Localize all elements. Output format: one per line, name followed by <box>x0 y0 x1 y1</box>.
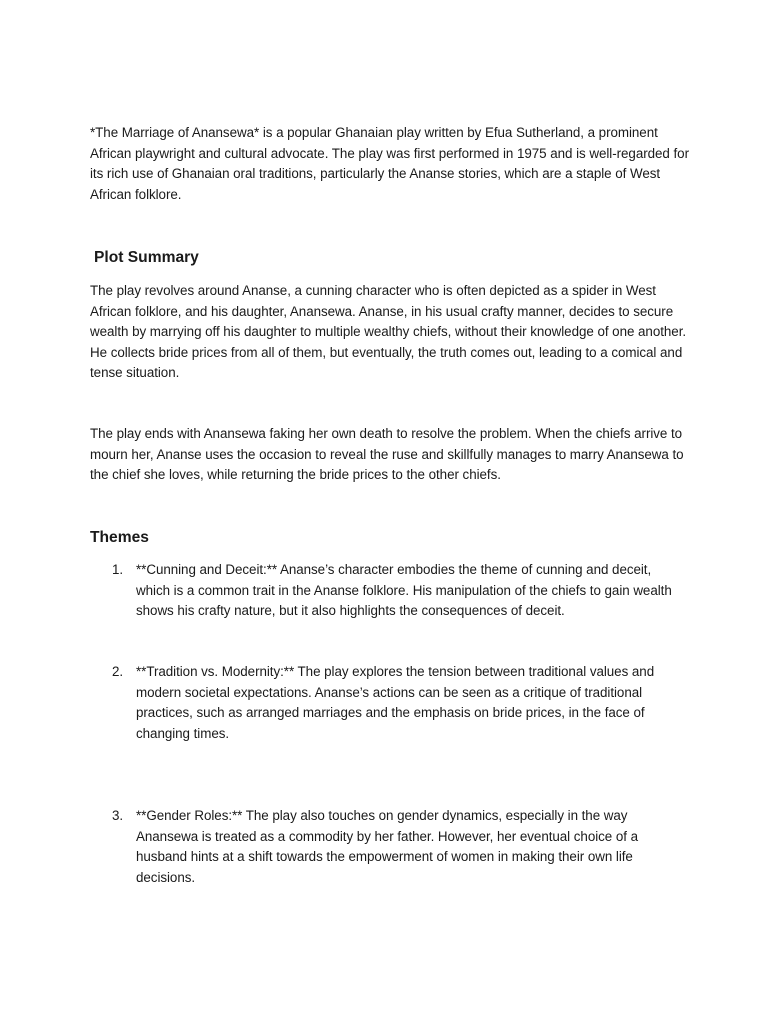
themes-heading: Themes <box>90 529 149 546</box>
list-number: 2. <box>112 664 124 679</box>
plot-summary-paragraph-2: The play ends with Anansewa faking her own death to resolve the problem. When the chiefs arrive to mourn her, Ananse uses the occasion to reveal the ruse and skillfully manages to marry Anansewa to the chief she loves, while returning the bride prices to the other chiefs. <box>90 426 684 483</box>
intro-paragraph: *The Marriage of Anansewa* is a popular Ghanaian play written by Efua Sutherland, a prominent African playwright and cultural advocate. The play was first performed in 1975 and is well-regarded for its rich use of Ghanaian oral traditions, particularly the Ananse stories, which are a staple of West African folklore. <box>90 125 689 202</box>
plot-summary-paragraph-1: The play revolves around Ananse, a cunning character who is often depicted as a spider in West African folklore, and his daughter, Anansewa. Ananse, in his usual crafty manner, decides to secure wealth by marrying off his daughter to multiple wealthy chiefs, without their knowledge of one another. He collects bride prices from all of them, but eventually, the truth comes out, leading to a comical and tense situation. <box>90 283 687 381</box>
list-item-text: **Tradition vs. Modernity:** The play explores the tension between traditional values and modern societal expectations. Ananse’s actions can be seen as a critique of traditional practices, such as arranged marriages and the emphasis on bride prices, in the face of changing times. <box>136 664 655 741</box>
list-item-text: **Cunning and Deceit:** Ananse’s character embodies the theme of cunning and deceit, which is a common trait in the Ananse folklore. His manipulation of the chiefs to gain wealth shows his crafty nature, but it also highlights the consequences of deceit. <box>136 562 672 619</box>
list-number: 1. <box>112 562 124 577</box>
list-number: 3. <box>112 808 124 823</box>
list-item-text: **Gender Roles:** The play also touches on gender dynamics, especially in the way Anansewa is treated as a commodity by her father. However, her eventual choice of a husband hints at a shift towards the empowerment of women in making their own life decisions. <box>136 808 638 885</box>
plot-summary-heading: Plot Summary <box>94 249 199 266</box>
